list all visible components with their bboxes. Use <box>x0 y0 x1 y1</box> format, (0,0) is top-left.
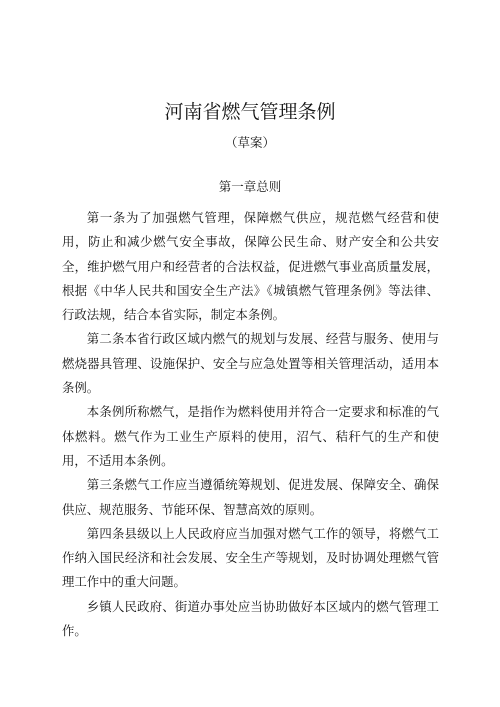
gas-definition-paragraph: 本条例所称燃气，是指作为燃料使用并符合一定要求和标准的气体燃料。燃气作为工业生产原料的使用，沼气、秸秆气的生产和使用，不适用本条例。 <box>62 404 439 468</box>
document-body <box>62 206 439 643</box>
article-4-paragraph: 第四条县级以上人民政府应当加强对燃气工作的领导，将燃气工作纳入国民经济和社会发展、安全生产等规划，及时协调处理燃气管理工作中的重大问题。 <box>62 525 439 590</box>
document-title: 河南省燃气管理条例 <box>164 101 336 123</box>
document-subtitle: （草案） <box>224 135 275 150</box>
article-2-paragraph: 第二条本省行政区域内燃气的规划与发展、经营与服务、使用与燃烧器具管理、设施保护、安全与应急处置等相关管理活动，适用本条例。 <box>62 331 439 396</box>
article-3-paragraph: 第三条燃气工作应当遵循统筹规划、促进发展、保障安全、确保供应、规范服务、节能环保、智慧高效的原则。 <box>62 477 439 517</box>
township-paragraph: 乡镇人民政府、街道办事处应当协助做好本区域内的燃气管理工作。 <box>62 598 439 639</box>
chapter-heading: 第一章总则 <box>218 179 282 194</box>
article-1-paragraph: 第一条为了加强燃气管理，保障燃气供应，规范燃气经营和使用，防止和减少燃气安全事故，保障公民生命、财产安全和公共安全，维护燃气用户和经营者的合法权益，促进燃气事业高质量发展，根据《中华人民共和国安全生产法》《城镇燃气管理条例》等法律、行政法规，结合本省实际，制定本条例。 <box>62 210 439 323</box>
